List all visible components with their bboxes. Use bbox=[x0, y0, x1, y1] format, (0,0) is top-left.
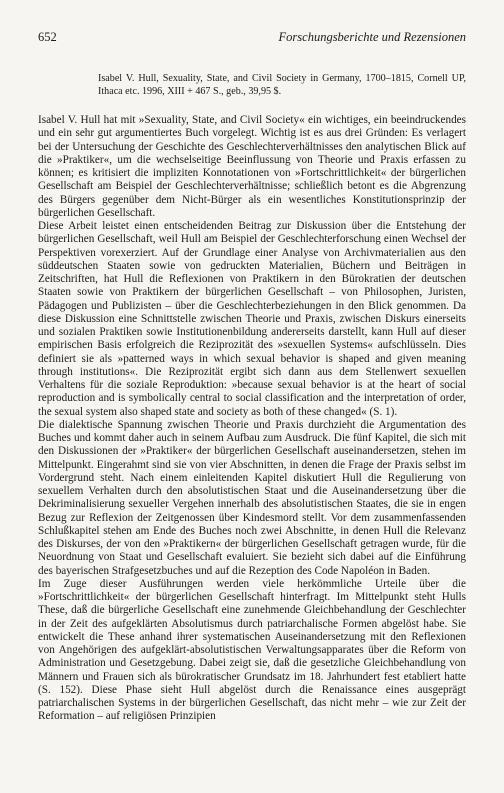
book-citation: Isabel V. Hull, Sexuality, State, and Civil Society in Germany, 1700–1815, Cornell UP, Ithaca etc. 1996, XIII + 467 S., geb., 39,95 $. bbox=[98, 73, 466, 97]
paragraph: Im Zuge dieser Ausführungen werden viele herkömmliche Urteile über die »Fortschrittlichkeit« der bürgerlichen Gesellschaft hinterfragt. Im Mittelpunkt steht Hulls These, daß die bürgerliche Gesellschaft eine zunehmende Gleichbehandlung der Geschlechter in der Zeit des aufgeklärten Absolutismus durch patriarchalische Formen abgelöst habe. Sie entwickelt die These anhand ihrer systematischen Auseinandersetzung mit den Reflexionen von Angehörigen des aufgeklärt-absolutistischen Verwaltungsapparates über die Reform von Administration und Gesetzgebung. Dabei zeigt sie, daß die gesetzliche Gleichbehandlung von Männern und Frauen sich als bürokratischer Grundsatz im 18. Jahrhundert fest etabliert hatte (S. 152). Diese Phase sieht Hull abgelöst durch die Renaissance eines ausgeprägt patriarchalischen Systems in der bürgerlichen Gesellschaft, das nicht mehr – wie zur Zeit der Reformation – auf religiösen Prinzipien bbox=[38, 577, 466, 723]
paragraph: Diese Arbeit leistet einen entscheidenden Beitrag zur Diskussion über die Entstehung der bürgerlichen Gesellschaft, weil Hull am Beispiel der Geschlechterforschung einen Wechsel der Perspektiven vorexerziert. Auf der Grundlage einer Analyse von Archivmaterialien aus den süddeutschen Staaten sowie von gedruckten Materialien, Büchern und Beiträgen in Zeitschriften, hat Hull die Reflexionen von Praktikern in den Bürokratien der deutschen Staaten sowie von Praktikern der bürgerlichen Gesellschaft – von Philosophen, Juristen, Pädagogen und Publizisten – über die Geschlechterbeziehungen in den Blick genommen. Da diese Diskussion eine Schnittstelle zwischen Theorie und Praxis, zwischen Diskurs einerseits und sozialen Praktiken sowie Institutionenbildung andererseits darstellt, kann Hull auf dieser empirischen Basis erfolgreich die Reziprozität des »sexuellen Systems« aufschlüsseln. Dies definiert sie als »patterned ways in which sexual behavior is shaped and given meaning through institutions«. Die Reziprozität ergibt sich dann aus dem Stellenwert sexuellen Verhaltens für die soziale Reproduktion: »because sexual behavior is at the heart of social reproduction and is symbolically central to social classification and the interpretation of order, the sexual system also shaped state and society as both of these changed« (S. 1). bbox=[38, 220, 466, 418]
paragraph: Die dialektische Spannung zwischen Theorie und Praxis durchzieht die Argumentation des Buches und kommt daher auch in seinem Aufbau zum Ausdruck. Die fünf Kapitel, die sich mit den Diskussionen der »Praktiker« der bürgerlichen Gesellschaft auseinandersetzen, stehen im Mittelpunkt. Eingerahmt sind sie von vier Abschnitten, in denen die Frage der Praxis selbst im Vordergrund steht. Nach einem einleitenden Kapitel diskutiert Hull die Regulierung von sexuellem Verhalten durch den absolutistischen Staat und die Auseinandersetzung über die Dekriminalisierung sexueller Vergehen innerhalb des absolutistischen Staates, die sie in engen Bezug zur Reflexion der Zeitgenossen über Kindesmord stellt. Vor dem zusammenfassenden Schlußkapitel stehen am Ende des Buches noch zwei Abschnitte, in denen Hull die Relevanz des Diskurses, der von den »Praktikern« der bürgerlichen Gesellschaft getragen wurde, für die Neuordnung von Staat und Gesellschaft evaluiert. Sie bezieht sich dabei auf die Einführung des bayerischen Strafgesetzbuches und auf die Rezeption des Code Napoléon in Baden. bbox=[38, 418, 466, 577]
review-body bbox=[38, 114, 466, 724]
paragraph: Isabel V. Hull hat mit »Sexuality, State, and Civil Society« ein wichtiges, ein beeindruckendes und ein sehr gut argumentiertes Buch vorgelegt. Wichtig ist es aus drei Gründen: Es verlagert bei der Untersuchung der Geschichte des Geschlechterverhältnisses den analytischen Blick auf die »Praktiker«, um die wechselseitige Beeinflussung von Theorie und Praxis erfassen zu können; es kritisiert die impliziten Konnotationen von »Fortschrittlichkeit« der bürgerlichen Gesellschaft am Beispiel der Geschlechterverhältnisse; schließlich betont es die Abgrenzung des Bürgers gegenüber dem Nicht-Bürger als ein wesentliches Konstitutionsprinzip der bürgerlichen Gesellschaft. bbox=[38, 114, 466, 219]
running-title: Forschungsberichte und Rezensionen bbox=[278, 30, 466, 44]
page-number: 652 bbox=[38, 30, 57, 44]
document-page bbox=[38, 30, 466, 724]
page-header bbox=[38, 30, 466, 48]
